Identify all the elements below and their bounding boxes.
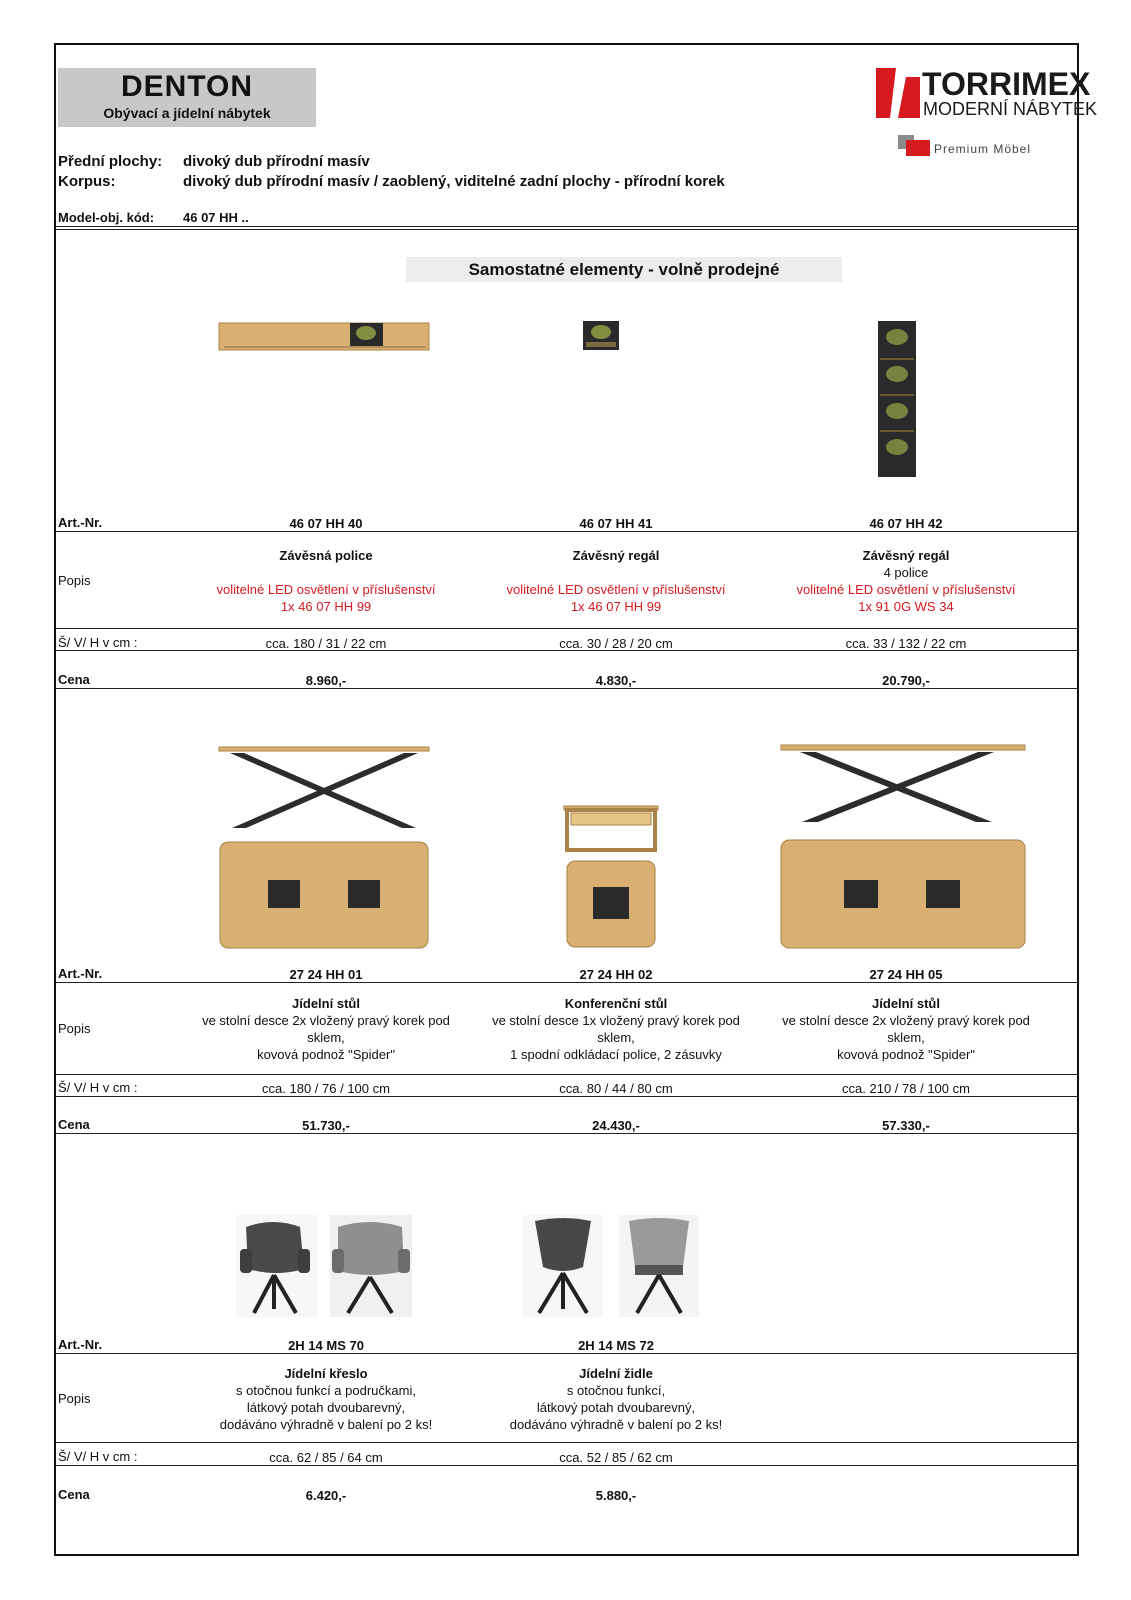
- dining-chair-image: [521, 1213, 701, 1319]
- cena-label: Cena: [58, 1117, 90, 1132]
- popis-label: Popis: [58, 1391, 91, 1406]
- item-dims: cca. 180 / 31 / 22 cm: [265, 636, 387, 651]
- art-number: 27 24 HH 01: [289, 967, 363, 982]
- item-dims: cca. 80 / 44 / 80 cm: [559, 1081, 673, 1096]
- item-price: 8.960,-: [305, 673, 347, 688]
- item-description: Závěsný regál 4 police volitelné LED osvětlení v příslušenství 1x 91 0G WS 34: [796, 548, 1016, 614]
- cena-label: Cena: [58, 672, 90, 687]
- model-code-label: Model-obj. kód:: [58, 210, 155, 225]
- item-dims: cca. 210 / 78 / 100 cm: [842, 1081, 970, 1096]
- art-number: 46 07 HH 41: [579, 516, 653, 531]
- item-price: 6.420,-: [305, 1488, 347, 1503]
- premium-label: Premium Möbel: [934, 142, 1032, 156]
- price-sheet: [54, 43, 1098, 1556]
- page-title: DENTON: [120, 70, 254, 103]
- art-number: 46 07 HH 40: [289, 516, 363, 531]
- item-description: Konferenční stůl ve stolní desce 1x vložený pravý korek pod sklem, 1 spodní odkládací police, 2 zásuvky: [492, 996, 740, 1062]
- art-label: Art.-Nr.: [58, 1337, 103, 1352]
- art-number: 27 24 HH 05: [869, 967, 943, 982]
- item-dims: cca. 52 / 85 / 62 cm: [559, 1450, 673, 1465]
- item-description: Jídelní stůl ve stolní desce 2x vložený pravý korek pod sklem, kovová podnož "Spider": [202, 996, 450, 1062]
- spec-value-front: divoký dub přírodní masív: [183, 153, 370, 170]
- coffee-table-image: [561, 803, 661, 953]
- small-wall-rack-image: [581, 318, 621, 352]
- art-number: 2H 14 MS 70: [288, 1338, 364, 1353]
- dims-label: Š/ V/ H v cm :: [58, 1080, 138, 1095]
- popis-label: Popis: [58, 1021, 91, 1036]
- dining-table-210-image: [778, 742, 1028, 952]
- item-description: Jídelní židle s otočnou funkcí, látkový potah dvoubarevný, dodáváno výhradně v balení po 2 ks!: [509, 1366, 723, 1432]
- brand-name: TORRIMEX: [922, 66, 1091, 102]
- dining-table-180-image: [216, 742, 432, 952]
- item-dims: cca. 62 / 85 / 64 cm: [269, 1450, 383, 1465]
- tall-wall-rack-image: [876, 319, 918, 479]
- art-label: Art.-Nr.: [58, 966, 103, 981]
- item-dims: cca. 33 / 132 / 22 cm: [845, 636, 967, 651]
- section-title: Samostatné elementy - volně prodejné: [406, 257, 842, 282]
- dims-label: Š/ V/ H v cm :: [58, 1449, 138, 1464]
- armchair-image: [234, 1213, 414, 1319]
- item-price: 51.730,-: [302, 1118, 350, 1133]
- item-price: 20.790,-: [882, 673, 930, 688]
- brand-subtitle: MODERNÍ NÁBYTEK: [923, 99, 1098, 119]
- page-subtitle: Obývací a jídelní nábytek: [103, 105, 271, 121]
- spec-label-body: Korpus:: [58, 173, 116, 190]
- item-description: Jídelní stůl ve stolní desce 2x vložený pravý korek pod sklem, kovová podnož "Spider": [782, 996, 1030, 1062]
- item-price: 24.430,-: [592, 1118, 640, 1133]
- item-price: 5.880,-: [595, 1488, 637, 1503]
- dims-label: Š/ V/ H v cm :: [58, 635, 138, 650]
- spec-value-body: divoký dub přírodní masív / zaoblený, viditelné zadní plochy - přírodní korek: [183, 173, 725, 190]
- art-number: 2H 14 MS 72: [578, 1338, 654, 1353]
- item-description: Jídelní křeslo s otočnou funkcí a područkami, látkový potah dvoubarevný, dodáváno výhradně v balení po 2 ks!: [219, 1366, 433, 1432]
- cena-label: Cena: [58, 1487, 90, 1502]
- art-number: 27 24 HH 02: [579, 967, 653, 982]
- title-box: [58, 68, 316, 127]
- item-price: 4.830,-: [595, 673, 637, 688]
- popis-label: Popis: [58, 573, 91, 588]
- art-number: 46 07 HH 42: [869, 516, 943, 531]
- model-code-value: 46 07 HH ..: [183, 210, 249, 225]
- item-description: Závěsná police volitelné LED osvětlení v příslušenství 1x 46 07 HH 99: [216, 548, 436, 614]
- wall-shelf-image: [216, 315, 432, 355]
- item-dims: cca. 30 / 28 / 20 cm: [559, 636, 673, 651]
- torrimex-logo: [876, 65, 1098, 175]
- item-price: 57.330,-: [882, 1118, 930, 1133]
- art-label: Art.-Nr.: [58, 515, 103, 530]
- item-description: Závěsný regál volitelné LED osvětlení v příslušenství 1x 46 07 HH 99: [506, 548, 726, 614]
- item-dims: cca. 180 / 76 / 100 cm: [262, 1081, 390, 1096]
- spec-label-front: Přední plochy:: [58, 153, 163, 170]
